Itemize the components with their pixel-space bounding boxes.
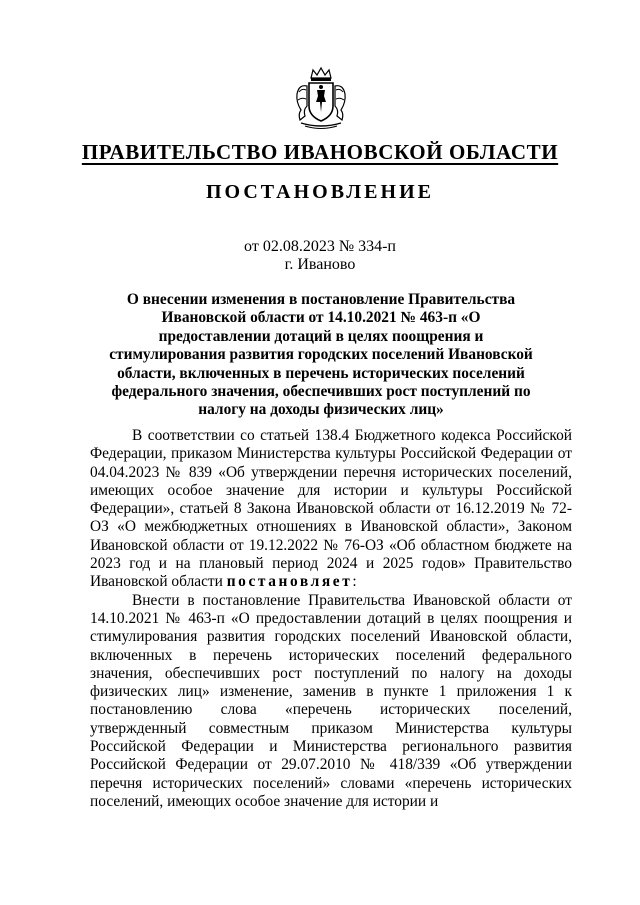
body-paragraph-1 bbox=[90, 427, 572, 592]
government-title: ПРАВИТЕЛЬСТВО ИВАНОВСКОЙ ОБЛАСТИ bbox=[81, 140, 559, 164]
coat-of-arms-icon bbox=[291, 66, 351, 130]
body-paragraph-2: Внести в постановление Правительства Ивановской области от 14.10.2021 № 463-п «О предоставлении дотаций в целях поощрения и стимулирования развития городских поселений Ивановской области, включенных в перечень исторических поселений федерального значения, обеспечивших рост поступлений по налогу на доходы физических лиц» изменение, заменив в пункте 1 приложения 1 к постановлению слова «перечень исторических поселений, утвержденный совместным приказом Министерства культуры Российской Федерации и Министерства регионального развития Российской Федерации от 29.07.2010 № 418/339 «Об утверждении перечня исторических поселений» словами «перечень исторических поселений, имеющих особое значение для истории и bbox=[90, 591, 572, 810]
document-type-title: ПОСТАНОВЛЕНИЕ bbox=[206, 181, 434, 203]
paragraph-1-end: : bbox=[352, 573, 357, 591]
paragraph-1-text: В соответствии со статьей 138.4 Бюджетного кодекса Российской Федерации, приказом Министерства культуры Российской Федерации от 04.04.2023 № 839 «Об утверждении перечня исторических поселений, имеющих особое значение для истории и культуры Российской Федерации», статьей 8 Закона Ивановской области от 16.12.2019 № 72-ОЗ «О межбюджетных отношениях в Ивановской области», Законом Ивановской области от 19.12.2022 № 76-ОЗ «Об областном бюджете на 2023 год и на плановый период 2024 и 2025 годов» Правительство Ивановской области bbox=[90, 427, 572, 591]
document-city: г. Иваново bbox=[284, 256, 356, 273]
resolves-keyword: постановляет bbox=[226, 573, 353, 591]
document-date-number: от 02.08.2023 № 334-п bbox=[244, 238, 396, 255]
document-subject: О внесении изменения в постановление Правительства Ивановской области от 14.10.2021 № 463-п «О предоставлении дотаций в целях поощрения и стимулирования развития городских поселений Ивановской области, включенных в перечень исторических поселений федерального значения, обеспечивших рост поступлений по налогу на доходы физических лиц» bbox=[109, 291, 533, 419]
document-body bbox=[90, 427, 572, 811]
